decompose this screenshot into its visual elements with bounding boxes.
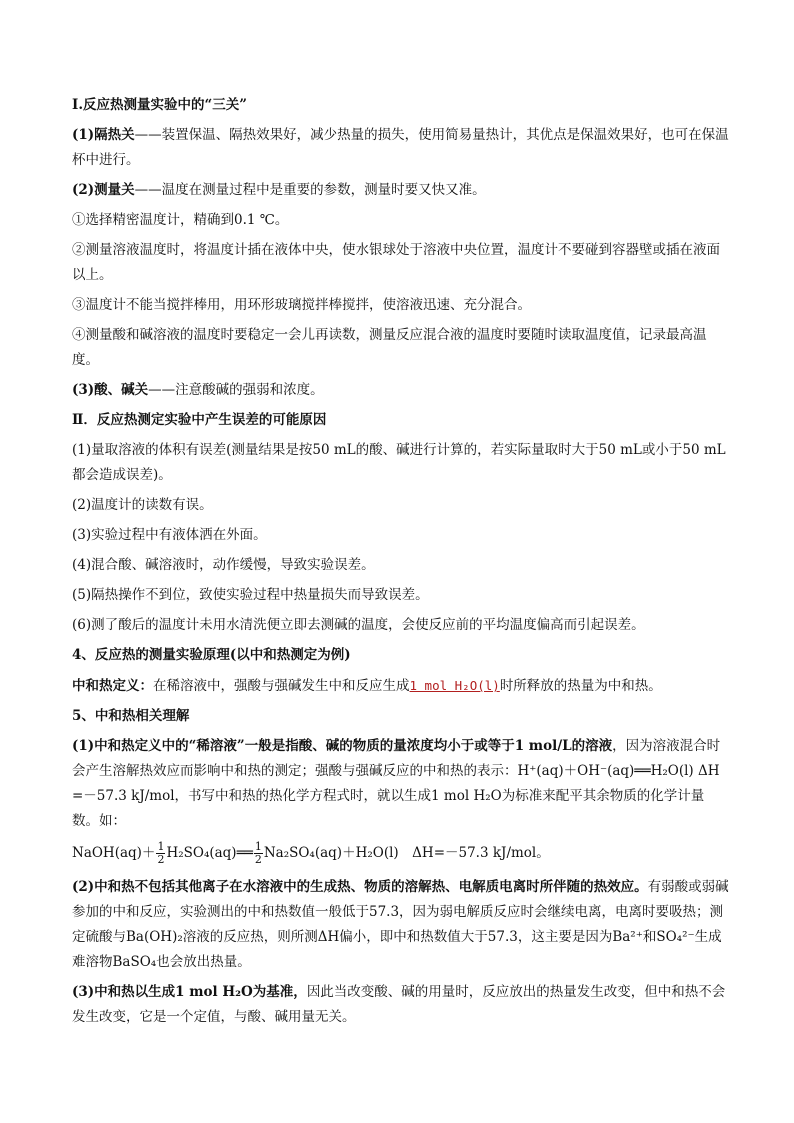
equation-part-a: NaOH(aq)＋	[72, 845, 156, 861]
understanding-3-bold: (3)中和热以生成1 mol H₂O为基准，	[72, 984, 307, 1000]
measurement-item-1: ①选择精密温度计，精确到0.1 ℃。	[72, 212, 289, 228]
understanding-1-text: ，因为溶液混合时会产生溶解热效应而影响中和热的测定；强酸与强碱反应的中和热的表示：H⁺(aq)＋OH⁻(aq)══H₂O(l) ΔH=－57.3 kJ/mol，书写中和热的热化学方程式时，就以生成1 mol H₂O为标准来配平其余物质的化学计量数。如：	[72, 738, 721, 829]
section-5-title: 5、中和热相关理解	[72, 708, 190, 724]
definition-highlight: 1 mol H₂O(l)	[409, 678, 500, 693]
heat-insulation-label: (1)隔热关	[72, 127, 135, 143]
measurement-item-4: ④测量酸和碱溶液的温度时要稳定一会儿再读数，测量反应混合液的温度时要随时读取温度值，记录最高温度。	[72, 327, 707, 368]
understanding-paragraph-2	[72, 875, 730, 975]
error-cause-3: (3)实验过程中有液体洒在外面。	[72, 527, 267, 543]
error-cause-5: (5)隔热操作不到位，致使实验过程中热量损失而导致误差。	[72, 587, 429, 603]
understanding-paragraph-3	[72, 980, 730, 1030]
error-cause-4: (4)混合酸、碱溶液时，动作缓慢，导致实验误差。	[72, 557, 375, 573]
fraction-denominator: 2	[157, 853, 165, 866]
error-cause-6: (6)测了酸后的温度计未用水清洗便立即去测碱的温度，会使反应前的平均温度偏高而引起误差。	[72, 617, 645, 633]
section-4-title: 4、反应热的测量实验原理(以中和热测定为例)	[72, 647, 351, 663]
fraction-numerator: 1	[157, 840, 165, 853]
measurement-item-3: ③温度计不能当搅拌棒用，用环形玻璃搅拌棒搅拌，使溶液迅速、充分混合。	[72, 297, 531, 313]
definition-text-1: 在稀溶液中，强酸与强碱发生中和反应生成	[153, 678, 410, 694]
heat-insulation-paragraph	[72, 123, 730, 173]
measurement-paragraph	[72, 178, 730, 203]
heat-insulation-text: ——装置保温、隔热效果好，减少热量的损失，使用简易量热计，其优点是保温效果好，也可在保温杯中进行。	[72, 127, 729, 168]
definition-label: 中和热定义：	[72, 678, 153, 694]
acid-base-paragraph	[72, 378, 730, 403]
section-1-title: Ⅰ.反应热测量实验中的“三关”	[72, 97, 248, 113]
measurement-label: (2)测量关	[72, 182, 135, 198]
section-2-title: Ⅱ．反应热测定实验中产生误差的可能原因	[72, 412, 327, 428]
measurement-item-2: ②测量溶液温度时，将温度计插在液体中央，使水银球处于溶液中央位置，温度计不要碰到容器壁或插在液面以上。	[72, 242, 720, 283]
understanding-paragraph-1	[72, 734, 730, 834]
definition-text-2: 时所释放的热量为中和热。	[499, 678, 662, 694]
document-page	[72, 93, 730, 1030]
error-cause-2: (2)温度计的读数有误。	[72, 497, 213, 513]
thermochemical-equation	[72, 836, 730, 870]
fraction-half-1	[156, 841, 165, 866]
equation-part-c: Na₂SO₄(aq)＋H₂O(l) ΔH=－57.3 kJ/mol。	[263, 845, 550, 861]
neutralization-definition	[72, 673, 730, 699]
fraction-half-2	[254, 841, 263, 866]
fraction-numerator: 1	[254, 840, 262, 853]
understanding-2-bold: (2)中和热不包括其他离子在水溶液中的生成热、物质的溶解热、电解质电离时所伴随的热效应。	[72, 879, 648, 895]
acid-base-text: ——注意酸碱的强弱和浓度。	[148, 382, 324, 398]
equation-part-b: H₂SO₄(aq)══	[166, 845, 253, 861]
understanding-2-text: 有弱酸或弱碱参加的中和反应，实验测出的中和热数值一般低于57.3，因为弱电解质反应时会继续电离，电离时要吸热；测定硫酸与Ba(OH)₂溶液的反应热，则所测ΔH偏小，即中和热数值大于57.3，这主要是因为Ba²⁺和SO₄²⁻生成难溶物BaSO₄也会放出热量。	[72, 879, 729, 970]
measurement-text: ——温度在测量过程中是重要的参数，测量时要又快又准。	[134, 182, 486, 198]
understanding-1-bold: (1)中和热定义中的“稀溶液”一般是指酸、碱的物质的量浓度均小于或等于1 mol/L的溶液	[72, 738, 613, 754]
fraction-denominator: 2	[254, 853, 262, 866]
acid-base-label: (3)酸、碱关	[72, 382, 149, 398]
error-cause-1: (1)量取溶液的体积有误差(测量结果是按50 mL的酸、碱进行计算的，若实际量取时大于50 mL或小于50 mL都会造成误差)。	[72, 442, 726, 483]
understanding-3-text: 因此当改变酸、碱的用量时，反应放出的热量发生改变，但中和热不会发生改变，它是一个定值，与酸、碱用量无关。	[72, 984, 726, 1025]
